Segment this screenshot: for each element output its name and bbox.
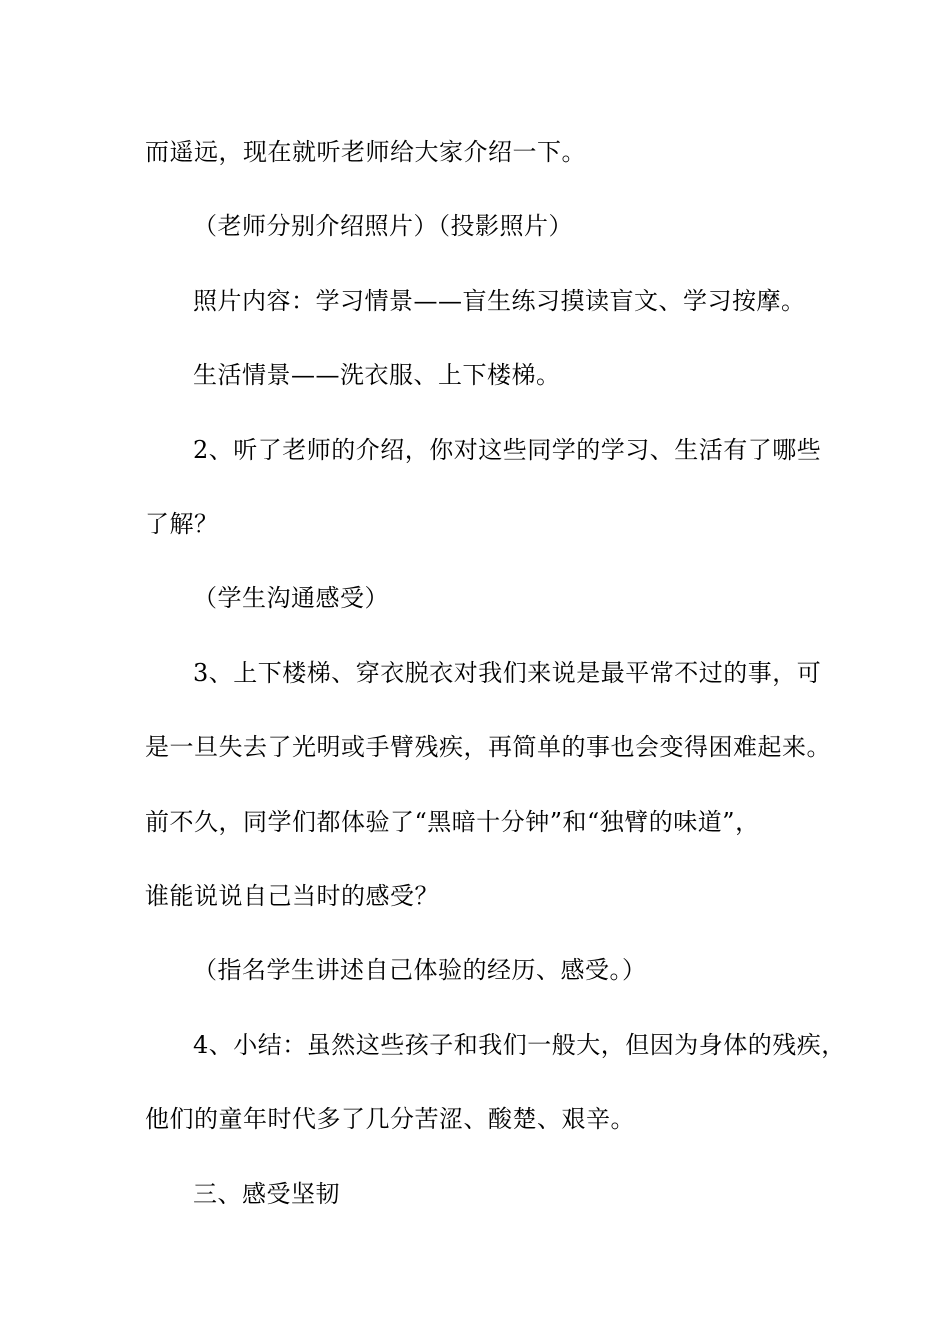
text-line: 4、小结：虽然这些孩子和我们一般大，但因为身体的残疾，: [193, 1031, 846, 1059]
text-line: （指名学生讲述自己体验的经历、感受。）: [193, 956, 647, 984]
text-line: 2、听了老师的介绍，你对这些同学的学习、生活有了哪些: [193, 436, 822, 464]
section-heading: 三、感受坚韧: [193, 1180, 340, 1208]
text-line: 生活情景——洗衣服、上下楼梯。: [193, 361, 561, 389]
text-line: 前不久，同学们都体验了“黑暗十分钟”和“独臂的味道”，: [145, 808, 760, 836]
text-line: （老师分别介绍照片）（投影照片）: [193, 212, 573, 240]
text-line: 而遥远，现在就听老师给大家介绍一下。: [145, 138, 586, 166]
text-line: 是一旦失去了光明或手臂残疾，再简单的事也会变得困难起来。: [145, 733, 831, 761]
text-line: 照片内容：学习情景——盲生练习摸读盲文、学习按摩。: [193, 287, 806, 315]
text-line: 谁能说说自己当时的感受？: [145, 882, 439, 910]
text-line: 他们的童年时代多了几分苦涩、酸楚、艰辛。: [145, 1105, 635, 1133]
text-line: 3、上下楼梯、穿衣脱衣对我们来说是最平常不过的事，可: [193, 659, 822, 687]
text-line: （学生沟通感受）: [193, 584, 389, 612]
text-line: 了解？: [145, 510, 219, 538]
